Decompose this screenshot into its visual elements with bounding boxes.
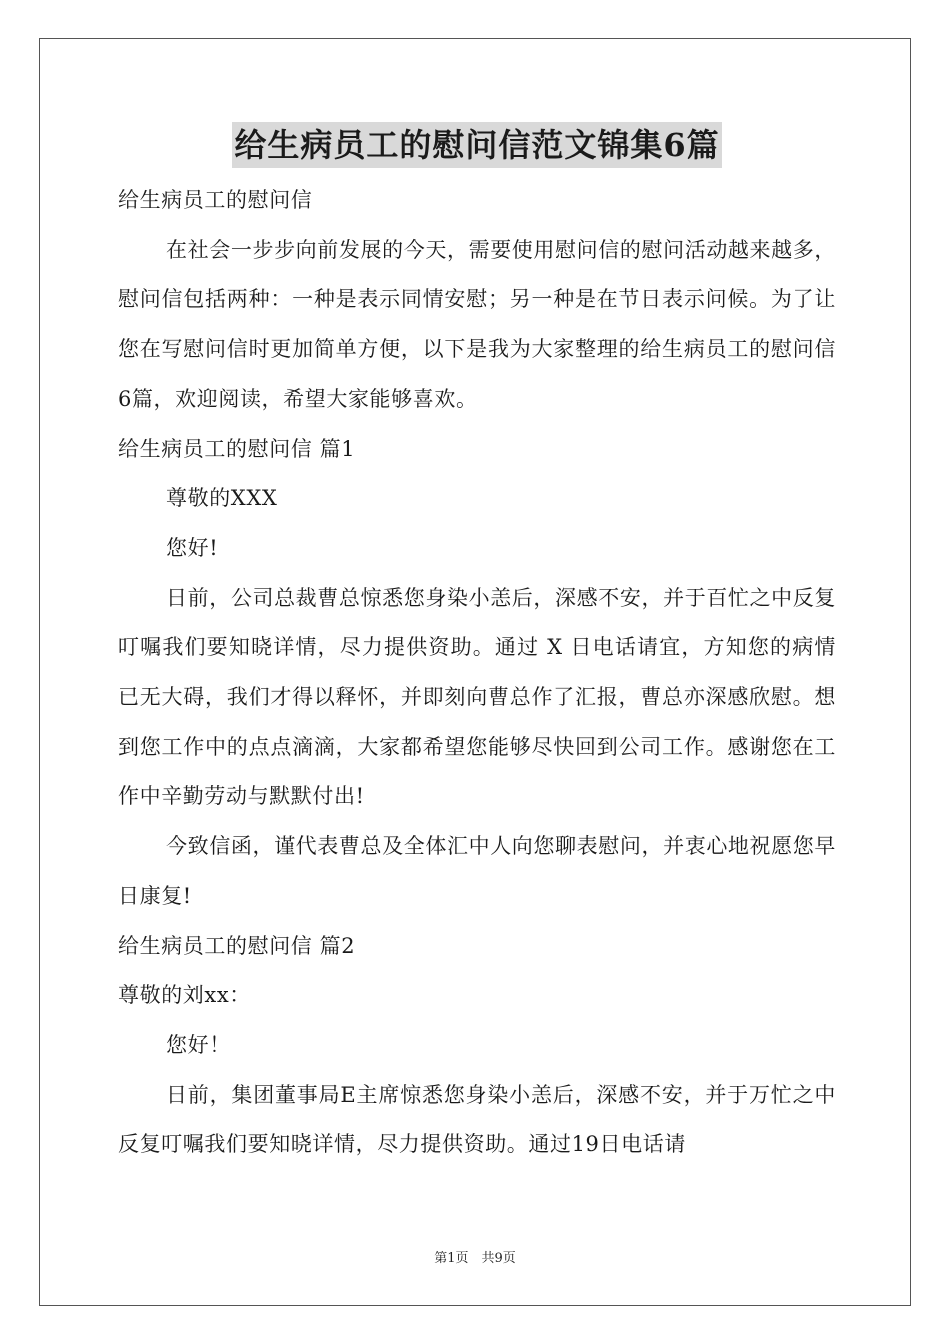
section-heading-1: 给生病员工的慰问信 篇1 <box>118 436 356 461</box>
greeting-2: 您好！ <box>166 1032 231 1057</box>
salutation-2: 尊敬的刘xx： <box>118 983 251 1008</box>
document-body <box>118 122 836 1170</box>
body-paragraph-2: 日前，集团董事局E主席惊悉您身染小恙后，深感不安，并于万忙之中反复叮嘱我们要知晓详情，尽力提供资助。通过19日电话请 <box>118 1082 836 1157</box>
body-paragraph-1: 日前，公司总裁曹总惊悉您身染小恙后，深感不安，并于百忙之中反复叮嘱我们要知晓详情，尽力提供资助。通过 X 日电话请宜，方知您的病情已无大碍，我们才得以释怀，并即刻向曹总作了汇报，曹总亦深感欣慰。想到您工作中的点点滴滴，大家都希望您能够尽快回到公司工作。感谢您在工作中辛勤劳动与默默付出! <box>118 585 836 809</box>
heading-intro: 给生病员工的慰问信 <box>118 188 313 212</box>
salutation-1: 尊敬的XXX <box>166 486 278 511</box>
title-container <box>118 122 836 172</box>
intro-paragraph: 在社会一步步向前发展的今天，需要使用慰问信的慰问活动越来越多，慰问信包括两种：一种是表示同情安慰；另一种是在节日表示问候。为了让您在写慰问信时更加简单方便，以下是我为大家整理的给生病员工的慰问信6篇，欢迎阅读，希望大家能够喜欢。 <box>118 237 836 411</box>
greeting-1: 您好! <box>166 535 219 560</box>
page-footer <box>0 1247 950 1266</box>
closing-paragraph-1: 今致信函，谨代表曹总及全体汇中人向您聊表慰问，并衷心地祝愿您早日康复! <box>118 834 836 908</box>
section-heading-2: 给生病员工的慰问信 篇2 <box>118 933 356 958</box>
page-number: 第1页 共9页 <box>434 1251 516 1266</box>
document-title: 给生病员工的慰问信范文锦集6篇 <box>232 122 721 168</box>
